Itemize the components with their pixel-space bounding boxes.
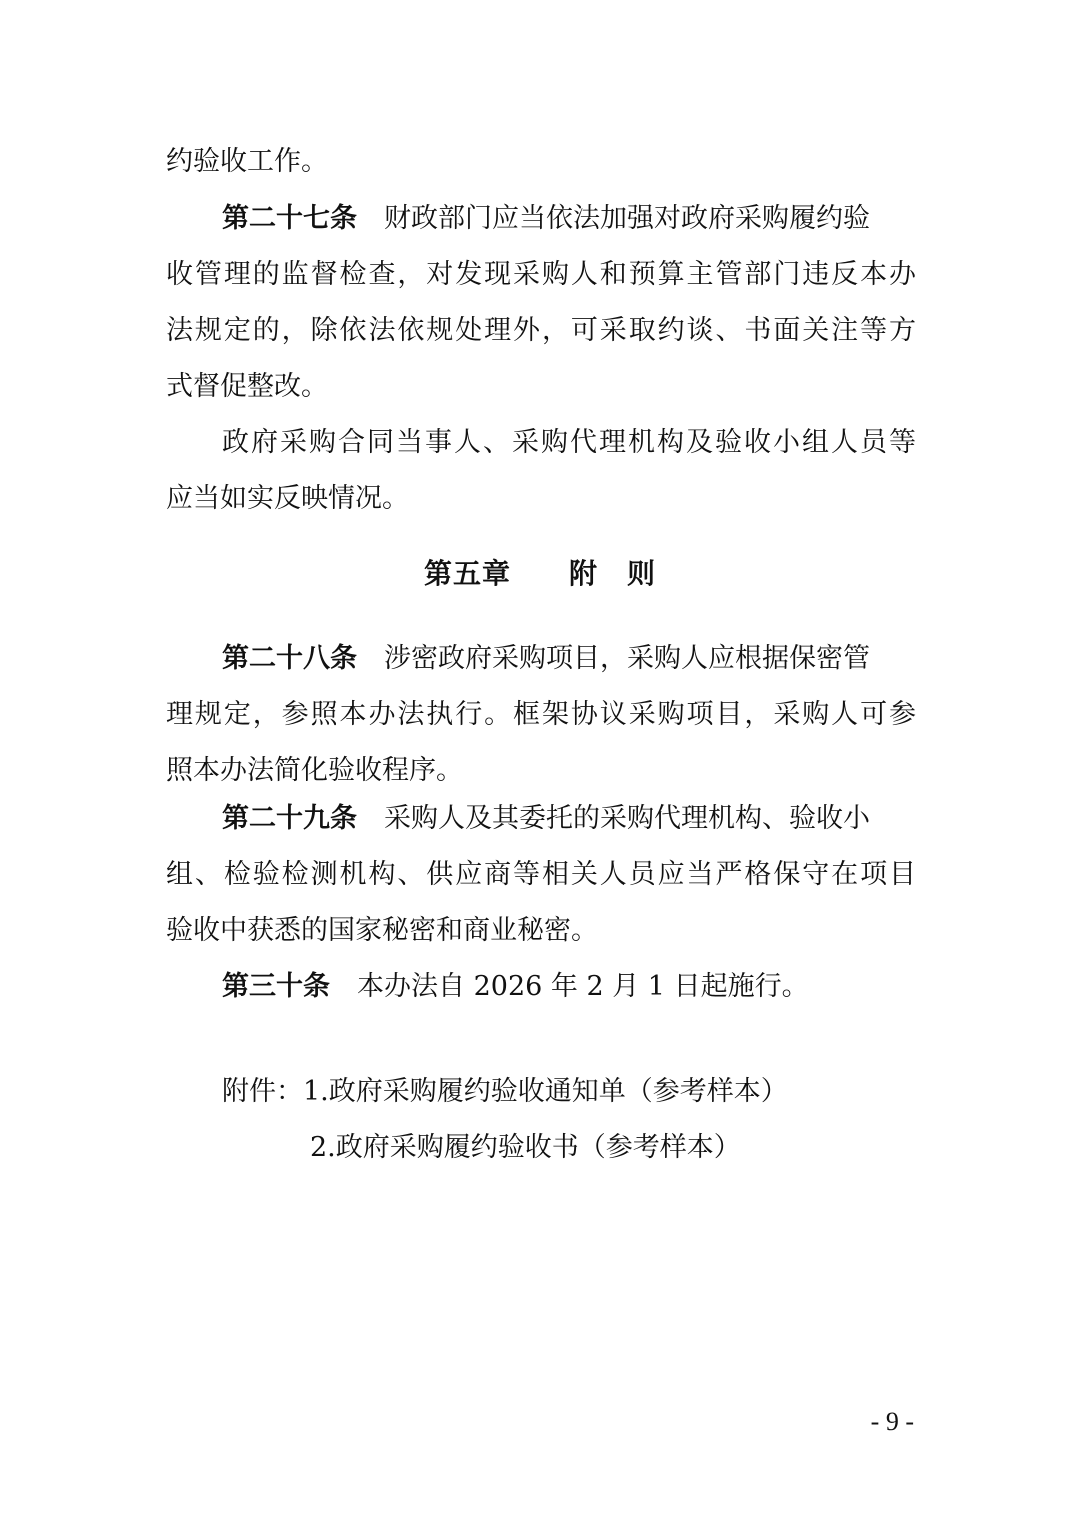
article-28-heading: 第二十八条 <box>222 643 357 674</box>
paragraph-line: 验收中获悉的国家秘密和商业秘密。 <box>166 915 598 946</box>
paragraph-line: 政府采购合同当事人、采购代理机构及验收小组人员等 <box>222 427 916 458</box>
page-number: - 9 - <box>870 1407 914 1436</box>
article-27-line <box>222 201 916 237</box>
article-28-text: 涉密政府采购项目，采购人应根据保密管 <box>384 643 870 674</box>
paragraph-line: 式督促整改。 <box>166 371 328 402</box>
attachment-label: 附件： <box>222 1076 303 1107</box>
article-29-heading: 第二十九条 <box>222 803 357 834</box>
chapter-number: 第五章 <box>423 557 511 590</box>
paragraph-line: 理规定，参照本办法执行。框架协议采购项目，采购人可参 <box>166 699 916 730</box>
attachment-line-1 <box>222 1074 916 1110</box>
attachment-line-2 <box>310 1130 916 1166</box>
chapter-heading <box>0 556 1080 592</box>
article-30-heading: 第三十条 <box>222 971 330 1002</box>
article-30-text: 本办法自 2026 年 2 月 1 日起施行。 <box>357 971 809 1002</box>
paragraph-line: 组、检验检测机构、供应商等相关人员应当严格保守在项目 <box>166 859 916 890</box>
attachment-item: 1.政府采购履约验收通知单（参考样本） <box>303 1076 788 1107</box>
article-30-line <box>222 969 916 1005</box>
paragraph-line: 应当如实反映情况。 <box>166 483 409 514</box>
article-28-line <box>222 641 916 677</box>
article-29-text: 采购人及其委托的采购代理机构、验收小 <box>384 803 870 834</box>
attachment-item: 2.政府采购履约验收书（参考样本） <box>310 1132 741 1163</box>
paragraph-line: 法规定的，除依法依规处理外，可采取约谈、书面关注等方 <box>166 315 916 346</box>
paragraph-line: 约验收工作。 <box>166 146 328 177</box>
article-27-text: 财政部门应当依法加强对政府采购履约验 <box>384 203 870 234</box>
article-27-heading: 第二十七条 <box>222 203 357 234</box>
paragraph-line: 收管理的监督检查，对发现采购人和预算主管部门违反本办 <box>166 259 916 290</box>
article-29-line <box>222 801 916 837</box>
paragraph-line: 照本办法简化验收程序。 <box>166 755 463 786</box>
chapter-title: 附 则 <box>569 557 657 590</box>
